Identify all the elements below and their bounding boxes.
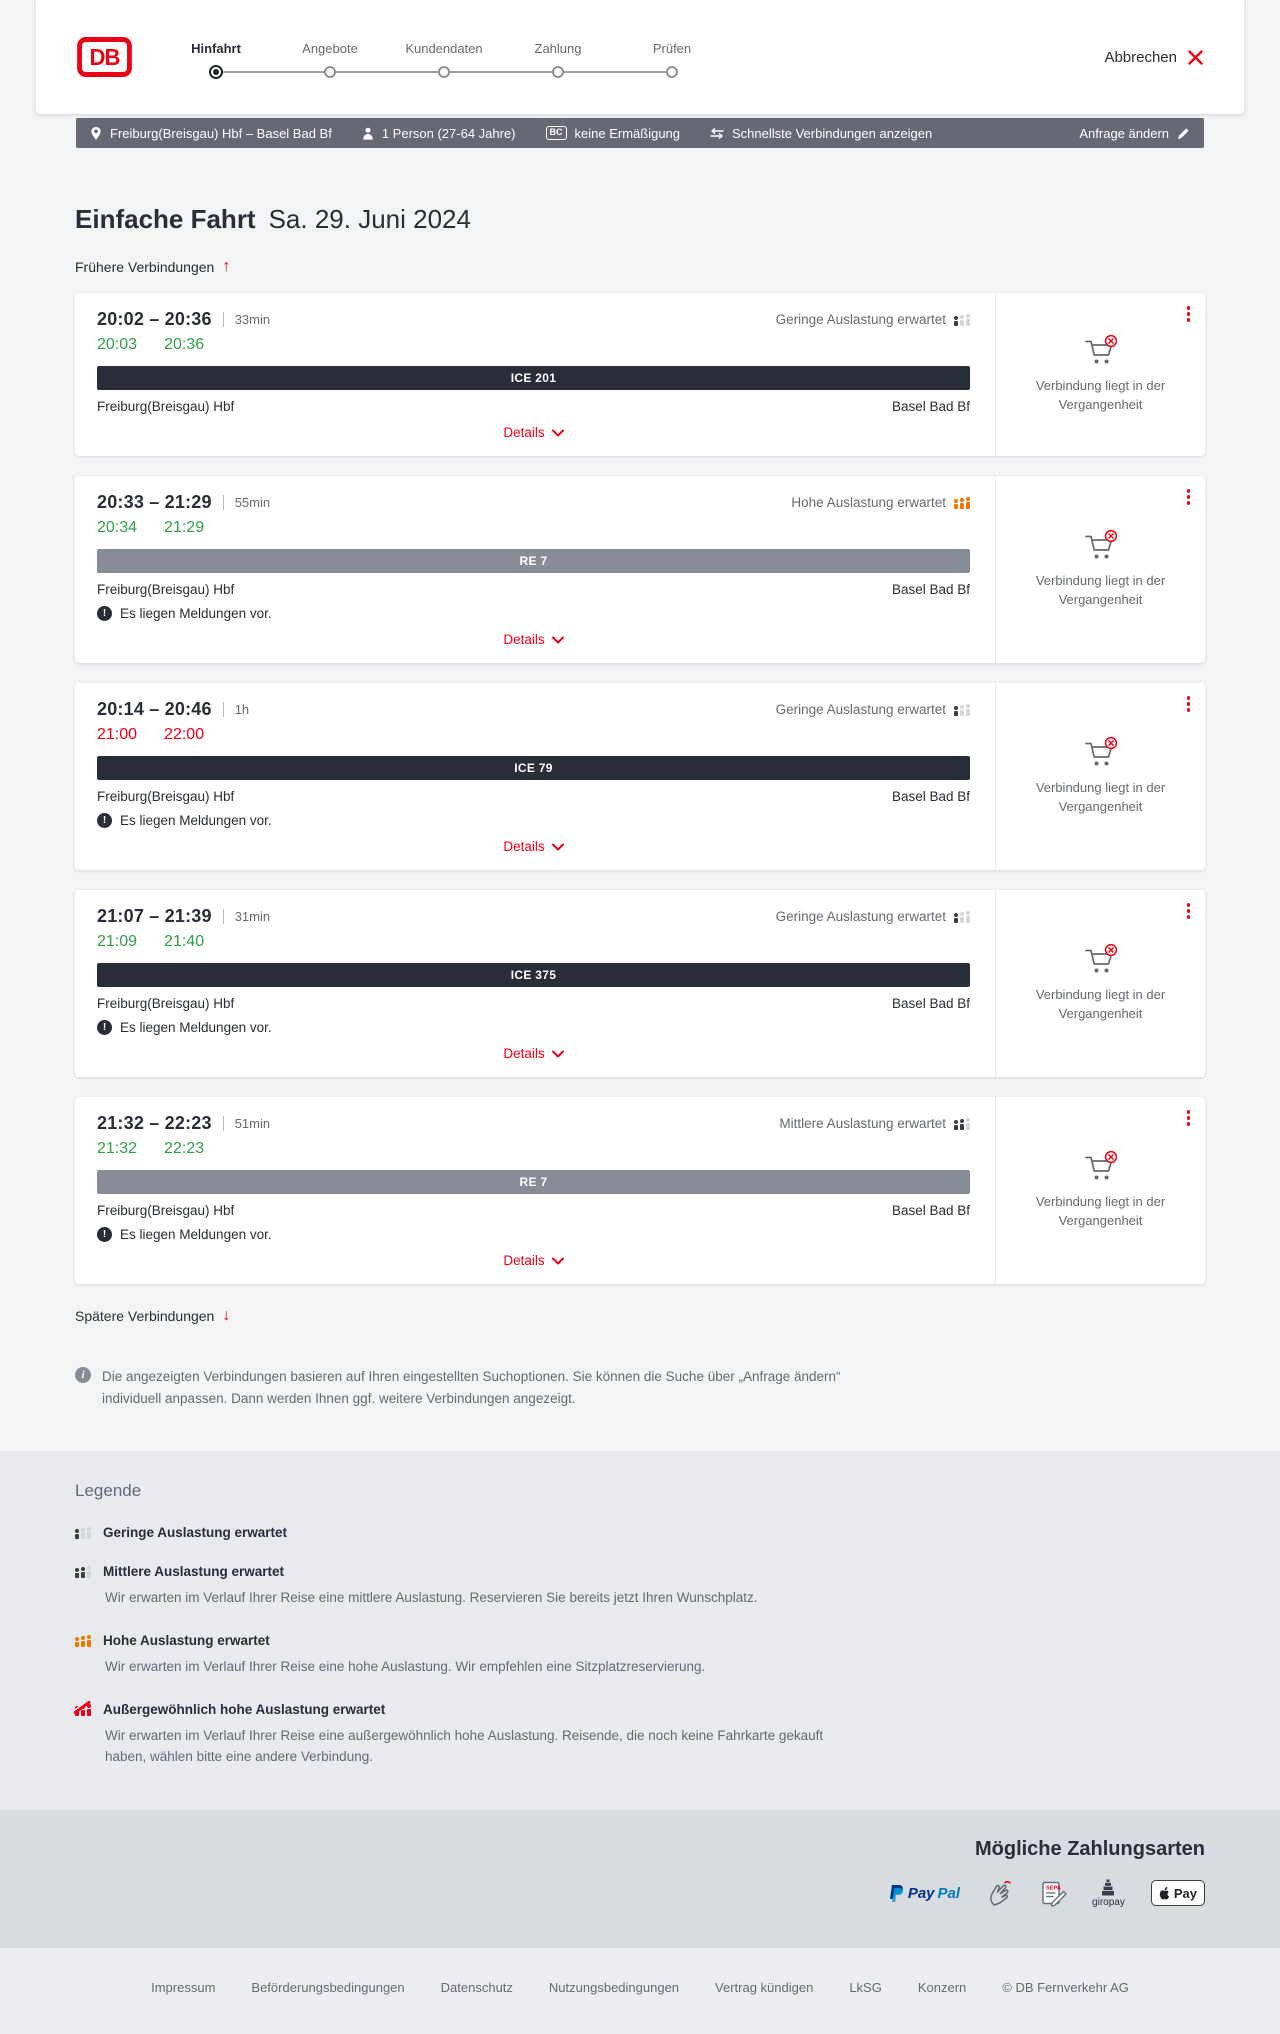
legend-description: Wir erwarten im Verlauf Ihrer Reise eine außergewöhnlich hohe Auslastung. Reisende, die noch keine Fahrkarte gekauft haben, wählen bitte eine andere Verbindung.: [105, 1728, 824, 1764]
step-pruefen[interactable]: [615, 41, 729, 78]
step-label: Prüfen: [652, 40, 692, 56]
page-title: [75, 204, 1205, 235]
apple-icon: [1159, 1886, 1171, 1900]
swap-arrows-icon: [710, 128, 724, 139]
messages-note[interactable]: [97, 1227, 970, 1242]
cart-unavailable-icon: [1082, 943, 1120, 976]
footer-link-vertrag-kuendigen[interactable]: Vertrag kündigen: [715, 1979, 814, 1995]
arrow-down-icon: [222, 1308, 230, 1324]
legend-title: Legende: [75, 1481, 142, 1501]
messages-note[interactable]: [97, 813, 970, 828]
occupancy-low-icon: [954, 703, 970, 716]
divider: [223, 702, 224, 717]
connection-duration: 31min: [234, 909, 271, 924]
destination-station: Basel Bad Bf: [891, 1203, 970, 1218]
location-pin-icon: [90, 126, 102, 141]
realtime-row: [97, 336, 970, 354]
occupancy-low-icon: [75, 1526, 91, 1539]
details-button[interactable]: [97, 421, 970, 446]
arrow-up-icon: [222, 259, 230, 275]
info-icon: [75, 1367, 91, 1383]
footer-link-impressum[interactable]: Impressum: [151, 1979, 216, 1995]
search-options-text: Die angezeigten Verbindungen basieren auf Ihren eingestellten Suchoptionen. Sie können die Suche über „Anfrage ändern“ individuell anpassen. Dann werden Ihnen ggf. weitere Verbindungen angezeigt.: [102, 1369, 841, 1406]
chevron-down-icon: [552, 1257, 564, 1265]
connection-card: [75, 890, 1205, 1077]
connection-card: [75, 1097, 1205, 1284]
details-button[interactable]: [97, 1042, 970, 1067]
person-icon: [362, 127, 374, 140]
divider: [223, 909, 224, 924]
train-label: ICE 79: [514, 761, 553, 775]
past-connection-note: Verbindung liegt in der Vergangenheit: [1035, 1194, 1166, 1228]
step-label: Angebote: [302, 40, 358, 56]
realtime-departure: 21:09: [97, 933, 138, 950]
alert-icon: [97, 1227, 112, 1242]
paypal-logo: [889, 1884, 960, 1903]
destination-station: Basel Bad Bf: [891, 399, 970, 414]
lastschrift-hand-icon: [986, 1879, 1014, 1907]
connection-side-panel: [995, 293, 1205, 456]
realtime-departure: 20:03: [97, 336, 138, 353]
step-angebote[interactable]: [273, 41, 387, 78]
earlier-connections-link[interactable]: [75, 259, 230, 275]
messages-label: Es liegen Meldungen vor.: [120, 1227, 272, 1242]
giropay-tower-icon: [1100, 1879, 1116, 1896]
messages-label: Es liegen Meldungen vor.: [120, 813, 272, 828]
options-menu-icon[interactable]: [1184, 693, 1194, 715]
past-connection-note: Verbindung liegt in der Vergangenheit: [1035, 378, 1166, 412]
passenger-summary: [362, 126, 516, 141]
connection-side-panel: [995, 1097, 1205, 1284]
destination-station: Basel Bad Bf: [891, 996, 970, 1011]
giropay-logo: [1092, 1879, 1125, 1908]
cart-unavailable-icon: [1082, 529, 1120, 562]
options-menu-icon[interactable]: [1184, 486, 1194, 508]
messages-note[interactable]: [97, 1020, 970, 1035]
step-label: Kundendaten: [405, 40, 483, 56]
footer-links: [151, 1980, 1129, 1995]
fastest-toggle-label: Schnellste Verbindungen anzeigen: [732, 125, 933, 141]
legend-label: Hohe Auslastung erwartet: [103, 1633, 270, 1649]
origin-station: Freiburg(Breisgau) Hbf: [97, 399, 235, 414]
realtime-departure: 21:00: [97, 726, 138, 743]
past-connection-note: Verbindung liegt in der Vergangenheit: [1035, 987, 1166, 1021]
realtime-departure: 21:32: [97, 1140, 138, 1157]
train-segment-bar: [97, 366, 970, 390]
cart-unavailable-icon: [1082, 1150, 1120, 1183]
chevron-down-icon: [552, 843, 564, 851]
sepa-lastschrift-icon: [1040, 1880, 1066, 1906]
occupancy-label: Hohe Auslastung erwartet: [791, 495, 946, 510]
step-kundendaten[interactable]: [387, 41, 501, 78]
step-label: Hinfahrt: [191, 40, 241, 56]
past-connection-note: Verbindung liegt in der Vergangenheit: [1035, 573, 1166, 607]
payment-section: [0, 1810, 1280, 1948]
origin-station: Freiburg(Breisgau) Hbf: [97, 1203, 235, 1218]
destination-station: Basel Bad Bf: [891, 789, 970, 804]
connection-side-panel: [995, 890, 1205, 1077]
realtime-arrival: 22:00: [164, 726, 205, 743]
realtime-row: [97, 933, 970, 951]
chevron-down-icon: [552, 429, 564, 437]
step-dot: [666, 66, 678, 78]
applepay-logo: [1151, 1880, 1205, 1906]
db-logo[interactable]: DB: [77, 37, 132, 77]
route-text: Freiburg(Breisgau) Hbf – Basel Bad Bf: [110, 125, 332, 141]
occupancy-exceptional-icon: [75, 1703, 91, 1716]
paypal-text: Pay: [907, 1884, 935, 1902]
realtime-row: [97, 726, 970, 744]
booking-progress-steps: [159, 37, 729, 78]
search-options-note: [75, 1366, 1205, 1409]
connection-duration: 33min: [234, 312, 271, 327]
occupancy-label: Geringe Auslastung erwartet: [775, 909, 946, 924]
realtime-row: [97, 519, 970, 537]
legend-label: Mittlere Auslastung erwartet: [103, 1564, 285, 1580]
connection-times: 20:02 – 20:36: [97, 309, 212, 329]
connection-times: 20:14 – 20:46: [97, 699, 212, 719]
cancel-button[interactable]: [1104, 49, 1204, 66]
origin-station: Freiburg(Breisgau) Hbf: [97, 996, 235, 1011]
occupancy-medium-icon: [954, 1117, 970, 1130]
chevron-down-icon: [552, 636, 564, 644]
realtime-row: [97, 1140, 970, 1158]
destination-station: Basel Bad Bf: [891, 582, 970, 597]
alert-icon: [97, 606, 112, 621]
legend-description: Wir erwarten im Verlauf Ihrer Reise eine hohe Auslastung. Wir empfehlen eine Sitzplatzreservierung.: [105, 1659, 706, 1675]
legend-item-high: [75, 1633, 1205, 1678]
connections-results: [0, 148, 1280, 1451]
occupancy-low-icon: [954, 313, 970, 326]
close-icon: [1187, 49, 1204, 66]
connection-card: [75, 683, 1205, 870]
occupancy-high-icon: [954, 496, 970, 509]
discount-summary: [546, 126, 681, 141]
origin-station: Freiburg(Breisgau) Hbf: [97, 789, 235, 804]
realtime-arrival: 21:29: [164, 519, 205, 536]
cart-unavailable-icon: [1082, 736, 1120, 769]
realtime-arrival: 20:36: [164, 336, 205, 353]
legend-item-medium: [75, 1564, 1205, 1609]
footer: [0, 1948, 1280, 2034]
change-request-button[interactable]: [1079, 126, 1190, 141]
details-button[interactable]: [97, 835, 970, 860]
legend-label: Geringe Auslastung erwartet: [103, 1525, 288, 1541]
legend-item-low: [75, 1525, 1205, 1540]
payment-methods: [889, 1879, 1205, 1908]
train-segment-bar: [97, 1170, 970, 1194]
alert-icon: [97, 1020, 112, 1035]
footer-link-datenschutz[interactable]: Datenschutz: [440, 1979, 513, 1995]
connection-duration: 55min: [234, 495, 271, 510]
search-summary-bar: [76, 118, 1204, 148]
connection-main: [75, 293, 995, 456]
details-label: Details: [503, 632, 545, 647]
details-button[interactable]: [97, 628, 970, 653]
step-label: Zahlung: [534, 40, 582, 56]
occupancy-low-icon: [954, 910, 970, 923]
earlier-connections-label: Frühere Verbindungen: [75, 259, 215, 275]
connection-card: [75, 476, 1205, 663]
footer-link-konzern[interactable]: Konzern: [917, 1979, 967, 1995]
occupancy-label: Geringe Auslastung erwartet: [775, 702, 946, 717]
train-label: RE 7: [519, 1175, 548, 1189]
train-segment-bar: [97, 963, 970, 987]
payment-title: Mögliche Zahlungsarten: [974, 1837, 1205, 1860]
later-connections-label: Spätere Verbindungen: [75, 1308, 215, 1324]
details-label: Details: [503, 839, 545, 854]
app-header: [36, 0, 1244, 114]
legend-label: Außergewöhnlich hohe Auslastung erwartet: [103, 1702, 386, 1718]
train-label: ICE 201: [510, 371, 557, 385]
pencil-icon: [1177, 127, 1190, 140]
messages-label: Es liegen Meldungen vor.: [120, 606, 272, 621]
change-request-label: Anfrage ändern: [1079, 125, 1169, 141]
divider: [223, 1116, 224, 1131]
occupancy-medium-icon: [75, 1565, 91, 1578]
route-summary: [90, 126, 332, 141]
train-segment-bar: [97, 756, 970, 780]
train-segment-bar: [97, 549, 970, 573]
connection-main: [75, 683, 995, 870]
train-label: ICE 375: [510, 968, 557, 982]
travel-date: Sa. 29. Juni 2024: [268, 204, 471, 234]
train-label: RE 7: [519, 554, 548, 568]
legend-description: Wir erwarten im Verlauf Ihrer Reise eine mittlere Auslastung. Reservieren Sie bereits jetzt Ihren Wunschplatz.: [105, 1590, 758, 1606]
past-connection-note: Verbindung liegt in der Vergangenheit: [1035, 780, 1166, 814]
messages-label: Es liegen Meldungen vor.: [120, 1020, 272, 1035]
connection-main: [75, 890, 995, 1077]
details-label: Details: [503, 1253, 545, 1268]
realtime-arrival: 22:23: [164, 1140, 205, 1157]
later-connections-link[interactable]: [75, 1308, 230, 1324]
occupancy-label: Geringe Auslastung erwartet: [775, 312, 946, 327]
occupancy-high-icon: [75, 1634, 91, 1647]
footer-link-lksg[interactable]: LkSG: [849, 1979, 882, 1995]
realtime-departure: 20:34: [97, 519, 138, 536]
fastest-connections-toggle[interactable]: [710, 126, 932, 141]
paypal-mark-icon: [889, 1884, 905, 1903]
legend-item-exceptional: [75, 1702, 1205, 1768]
applepay-text: Pay: [1173, 1885, 1197, 1901]
cart-unavailable-icon: [1082, 334, 1120, 367]
paypal-text: Pal: [937, 1884, 961, 1902]
realtime-arrival: 21:40: [164, 933, 205, 950]
details-button[interactable]: [97, 1249, 970, 1274]
connection-side-panel: [995, 683, 1205, 870]
svg-text:SEPA: SEPA: [1046, 1885, 1061, 1892]
footer-copyright[interactable]: © DB Fernverkehr AG: [1002, 1979, 1129, 1995]
connection-times: 21:07 – 21:39: [97, 906, 212, 926]
legend-section: [0, 1451, 1280, 1810]
connection-main: [75, 476, 995, 663]
details-label: Details: [503, 425, 545, 440]
origin-station: Freiburg(Breisgau) Hbf: [97, 582, 235, 597]
passenger-text: 1 Person (27-64 Jahre): [381, 125, 516, 141]
occupancy-label: Mittlere Auslastung erwartet: [779, 1116, 946, 1131]
discount-text: keine Ermäßigung: [574, 125, 681, 141]
step-zahlung[interactable]: [501, 41, 615, 78]
cancel-label: Abbrechen: [1104, 48, 1177, 66]
step-dot: [552, 66, 564, 78]
divider: [223, 495, 224, 510]
step-dot: [209, 65, 223, 79]
giropay-text: giropay: [1092, 1896, 1125, 1908]
trip-type-title: Einfache Fahrt: [75, 204, 256, 234]
connection-card: [75, 293, 1205, 456]
step-dot: [438, 66, 450, 78]
options-menu-icon[interactable]: [1184, 1107, 1194, 1129]
alert-icon: [97, 813, 112, 828]
connection-duration: 51min: [234, 1116, 271, 1131]
connection-side-panel: [995, 476, 1205, 663]
footer-link-befoerderungsbedingungen[interactable]: Beförderungsbedingungen: [251, 1979, 405, 1995]
chevron-down-icon: [552, 1050, 564, 1058]
step-hinfahrt[interactable]: [159, 41, 273, 78]
connection-duration: 1h: [234, 702, 250, 717]
divider: [223, 312, 224, 327]
bahncard-icon: BC: [546, 126, 567, 140]
details-label: Details: [503, 1046, 545, 1061]
options-menu-icon[interactable]: [1184, 900, 1194, 922]
options-menu-icon[interactable]: [1184, 303, 1194, 325]
connection-times: 20:33 – 21:29: [97, 492, 212, 512]
connection-times: 21:32 – 22:23: [97, 1113, 212, 1133]
connection-main: [75, 1097, 995, 1284]
step-dot: [324, 66, 336, 78]
footer-link-nutzungsbedingungen[interactable]: Nutzungsbedingungen: [548, 1979, 680, 1995]
messages-note[interactable]: [97, 606, 970, 621]
